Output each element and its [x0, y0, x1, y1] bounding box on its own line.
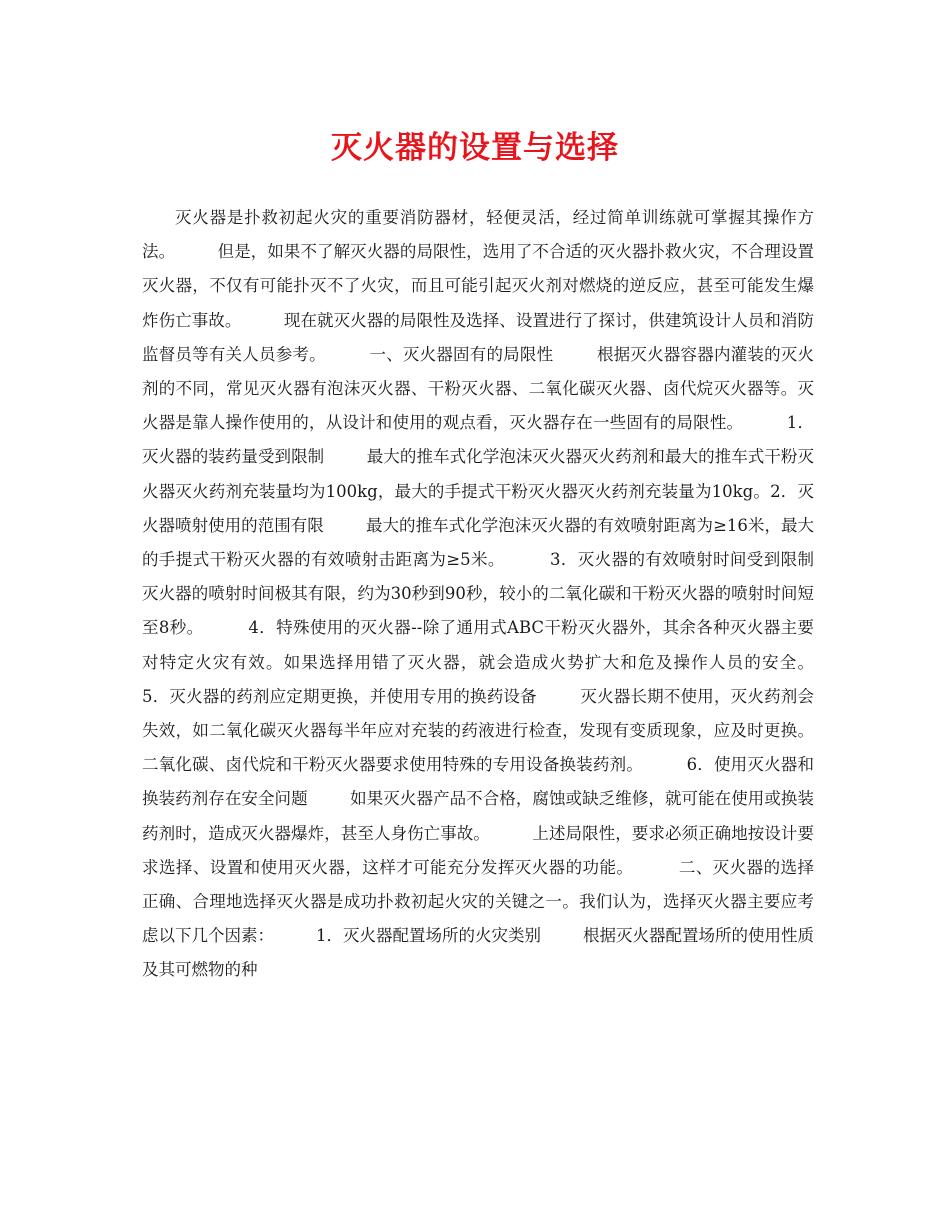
document-title: 灭火器的设置与选择 [331, 130, 619, 166]
document-body: 灭火器是扑救初起火灾的重要消防器材，轻便灵活，经过简单训练就可掌握其操作方法。 但是，如果不了解灭火器的局限性，选用了不合适的灭火器扑救火灾，不合理设置灭火器，不仅有可能扑灭不了火灾，而且可能引起灭火剂对燃烧的逆反应，甚至可能发生爆炸伤亡事故。 现在就灭火器的局限性及选择、设置进行了探讨，供建筑设计人员和消防监督员等有关人员参考。 一、灭火器固有的局限性 根据灭火器容器内灌装的灭火剂的不同，常见灭火器有泡沫灭火器、干粉灭火器、二氧化碳灭火器、卤代烷灭火器等。灭火器是靠人操作使用的，从设计和使用的观点看，灭火器存在一些固有的局限性。 1．灭火器的装药量受到限制 最大的推车式化学泡沫灭火器灭火药剂和最大的推车式干粉灭火器灭火药剂充装量均为100kg，最大的手提式干粉灭火器灭火药剂充装量为10kg。2．灭火器喷射使用的范围有限 最大的推车式化学泡沫灭火器的有效喷射距离为≥16米，最大的手提式干粉灭火器的有效喷射击距离为≥5米。 3．灭火器的有效喷射时间受到限制 灭火器的喷射时间极其有限，约为30秒到90秒，较小的二氧化碳和干粉灭火器的喷射时间短至8秒。 4．特殊使用的灭火器--除了通用式ABC干粉灭火器外，其余各种灭火器主要对特定火灾有效。如果选择用错了灭火器，就会造成火势扩大和危及操作人员的安全。 5．灭火器的药剂应定期更换，并使用专用的换药设备 灭火器长期不使用，灭火药剂会失效，如二氧化碳灭火器每半年应对充装的药液进行检查，发现有变质现象，应及时更换。二氧化碳、卤代烷和干粉灭火器要求使用特殊的专用设备换装药剂。 6．使用灭火器和换装药剂存在安全问题 如果灭火器产品不合格，腐蚀或缺乏维修，就可能在使用或换装药剂时，造成灭火器爆炸，甚至人身伤亡事故。 上述局限性，要求必须正确地按设计要求选择、设置和使用灭火器，这样才可能充分发挥灭火器的功能。 二、灭火器的选择 正确、合理地选择灭火器是成功扑救初起火灾的关键之一。我们认为，选择灭火器主要应考虑以下几个因素： 1．灭火器配置场所的火灾类别 根据灭火器配置场所的使用性质及其可燃物的种 [142, 208, 856, 980]
